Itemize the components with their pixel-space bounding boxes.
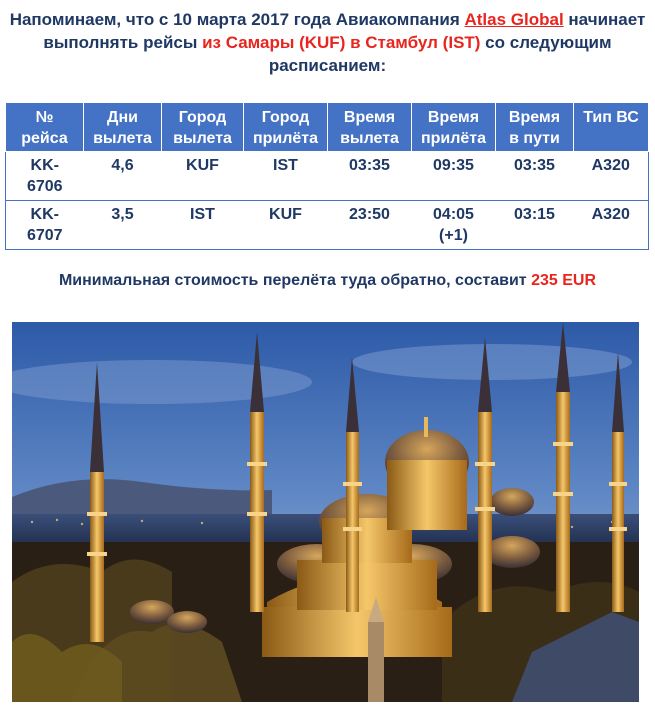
cell-aircraft: A320 bbox=[574, 201, 649, 250]
cell-dep: 23:50 bbox=[328, 201, 412, 250]
table-header-row bbox=[6, 103, 649, 152]
cell-from: KUF bbox=[162, 152, 244, 201]
intro-line-3: расписанием: bbox=[268, 56, 387, 75]
istanbul-mosque-photo bbox=[12, 322, 639, 702]
table-row bbox=[6, 201, 649, 250]
mosque-illustration bbox=[12, 322, 639, 702]
header-arr: Время прилёта bbox=[412, 103, 496, 152]
cell-from: IST bbox=[162, 201, 244, 250]
cell-to: KUF bbox=[244, 201, 328, 250]
route-text: из Самары (KUF) в Стамбул (IST) bbox=[202, 33, 481, 52]
intro-text bbox=[0, 8, 655, 77]
header-dep: Время вылета bbox=[328, 103, 412, 152]
header-duration: Время в пути bbox=[496, 103, 574, 152]
cell-aircraft: A320 bbox=[574, 152, 649, 201]
cell-duration: 03:35 bbox=[496, 152, 574, 201]
header-flight: № рейса bbox=[6, 103, 84, 152]
header-aircraft: Тип ВС bbox=[574, 103, 649, 152]
cell-flight: KK- 6706 bbox=[6, 152, 84, 201]
schedule-table bbox=[5, 102, 649, 250]
header-days: Дни вылета bbox=[84, 103, 162, 152]
cell-flight: KK- 6707 bbox=[6, 201, 84, 250]
header-from: Город вылета bbox=[162, 103, 244, 152]
cell-arr: 09:35 bbox=[412, 152, 496, 201]
intro-line1-prefix: Напоминаем, что с 10 марта 2017 года Авиакомпания bbox=[9, 10, 465, 29]
cell-dep: 03:35 bbox=[328, 152, 412, 201]
cell-duration: 03:15 bbox=[496, 201, 574, 250]
airline-link[interactable]: Atlas Global bbox=[464, 10, 564, 29]
price-text: Минимальная стоимость перелёта туда обратно, составит bbox=[58, 272, 532, 289]
cell-days: 3,5 bbox=[84, 201, 162, 250]
table-row bbox=[6, 152, 649, 201]
intro-line2-suffix: со следующим bbox=[480, 33, 612, 52]
cell-arr: 04:05 (+1) bbox=[412, 201, 496, 250]
intro-line2-prefix: выполнять рейсы bbox=[43, 33, 203, 52]
intro-line1-suffix: начинает bbox=[563, 10, 646, 29]
cell-days: 4,6 bbox=[84, 152, 162, 201]
header-to: Город прилёта bbox=[244, 103, 328, 152]
price-note bbox=[0, 272, 655, 290]
price-amount: 235 EUR bbox=[531, 272, 597, 289]
intro-line-2 bbox=[0, 31, 655, 54]
cell-to: IST bbox=[244, 152, 328, 201]
intro-line-1 bbox=[0, 8, 655, 31]
